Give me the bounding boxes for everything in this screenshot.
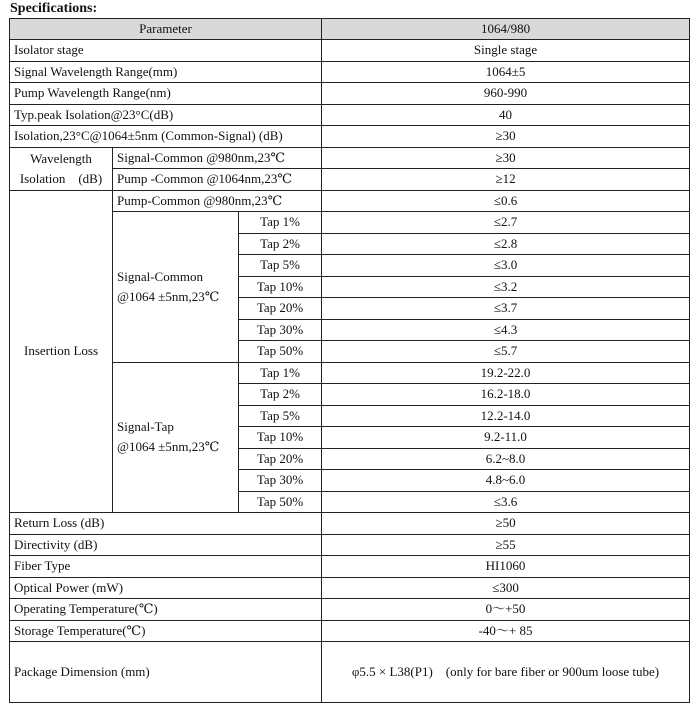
wavelength-isolation-line1: Wavelength	[30, 150, 92, 166]
tap-value: ≤3.6	[322, 491, 690, 513]
tap-value: 9.2-11.0	[322, 427, 690, 449]
signal-tap-line2: @1064 ±5nm,23℃	[117, 439, 220, 455]
signal-tap-label	[113, 362, 239, 513]
row-value: ≥12	[322, 169, 690, 191]
tap-label: Tap 10%	[239, 427, 322, 449]
tap-value: ≤3.2	[322, 276, 690, 298]
tap-value: ≤4.3	[322, 319, 690, 341]
section-heading: Specifications:	[10, 1, 98, 16]
wavelength-isolation-label	[10, 147, 113, 190]
row-label: Directivity (dB)	[10, 534, 322, 556]
table-header-row	[10, 19, 690, 40]
specifications-table	[9, 18, 690, 703]
tap-label: Tap 50%	[239, 341, 322, 363]
table-row	[10, 642, 690, 703]
tap-label: Tap 2%	[239, 384, 322, 406]
tap-value: 12.2-14.0	[322, 405, 690, 427]
row-value: 40	[322, 104, 690, 126]
tap-label: Tap 50%	[239, 491, 322, 513]
table-row	[10, 61, 690, 83]
tap-label: Tap 5%	[239, 405, 322, 427]
tap-value: 6.2~8.0	[322, 448, 690, 470]
tap-label: Tap 1%	[239, 212, 322, 234]
table-row	[10, 620, 690, 642]
wavelength-isolation-line2: Isolation (dB)	[19, 170, 103, 186]
tap-label: Tap 30%	[239, 319, 322, 341]
row-label: Pump Wavelength Range(nm)	[10, 83, 322, 105]
table-row	[10, 104, 690, 126]
tap-value: ≤2.8	[322, 233, 690, 255]
header-model: 1064/980	[322, 19, 690, 40]
row-value: ≥30	[322, 147, 690, 169]
signal-common-line2: @1064 ±5nm,23℃	[117, 288, 220, 304]
row-value: ≤300	[322, 577, 690, 599]
package-dimension-label: Package Dimension (mm)	[10, 642, 322, 703]
header-parameter: Parameter	[10, 19, 322, 40]
row-label: Optical Power (mW)	[10, 577, 322, 599]
table-row	[10, 556, 690, 578]
row-label: Isolator stage	[10, 40, 322, 62]
tap-label: Tap 30%	[239, 470, 322, 492]
row-label: Pump-Common @980nm,23℃	[113, 190, 322, 212]
row-label: Signal-Common @980nm,23℃	[113, 147, 322, 169]
row-value: ≥50	[322, 513, 690, 535]
tap-value: 16.2-18.0	[322, 384, 690, 406]
tap-label: Tap 10%	[239, 276, 322, 298]
tap-value: ≤3.7	[322, 298, 690, 320]
row-value: 960-990	[322, 83, 690, 105]
row-value: 1064±5	[322, 61, 690, 83]
row-label: Operating Temperature(℃)	[10, 599, 322, 621]
tap-value: ≤3.0	[322, 255, 690, 277]
tap-value: 4.8~6.0	[322, 470, 690, 492]
table-row	[10, 599, 690, 621]
row-label: Pump -Common @1064nm,23℃	[113, 169, 322, 191]
row-value: 0～+50	[322, 599, 690, 621]
row-value: ≥30	[322, 126, 690, 148]
row-value: ≤0.6	[322, 190, 690, 212]
tap-label: Tap 1%	[239, 362, 322, 384]
insertion-loss-label: Insertion Loss	[10, 190, 113, 513]
table-row	[10, 126, 690, 148]
row-value: -40～+ 85	[322, 620, 690, 642]
tap-label: Tap 2%	[239, 233, 322, 255]
row-label: Fiber Type	[10, 556, 322, 578]
table-row	[10, 83, 690, 105]
package-dimension-value: φ5.5 × L38(P1) (only for bare fiber or 900um loose tube)	[322, 642, 690, 703]
signal-common-line1: Signal-Common	[117, 268, 203, 284]
table-row	[10, 40, 690, 62]
row-label: Signal Wavelength Range(mm)	[10, 61, 322, 83]
tap-value: ≤5.7	[322, 341, 690, 363]
table-row	[10, 190, 690, 212]
row-label: Storage Temperature(℃)	[10, 620, 322, 642]
signal-tap-line1: Signal-Tap	[117, 419, 174, 435]
table-row	[10, 513, 690, 535]
row-label: Typ.peak Isolation@23°C(dB)	[10, 104, 322, 126]
table-row	[10, 534, 690, 556]
tap-label: Tap 20%	[239, 298, 322, 320]
row-value: Single stage	[322, 40, 690, 62]
table-row	[10, 147, 690, 169]
table-row	[10, 577, 690, 599]
tap-value: ≤2.7	[322, 212, 690, 234]
row-value: ≥55	[322, 534, 690, 556]
row-value: HI1060	[322, 556, 690, 578]
row-label: Return Loss (dB)	[10, 513, 322, 535]
tap-label: Tap 5%	[239, 255, 322, 277]
row-label: Isolation,23°C@1064±5nm (Common-Signal) (dB)	[10, 126, 322, 148]
tap-value: 19.2-22.0	[322, 362, 690, 384]
tap-label: Tap 20%	[239, 448, 322, 470]
signal-common-label	[113, 212, 239, 363]
